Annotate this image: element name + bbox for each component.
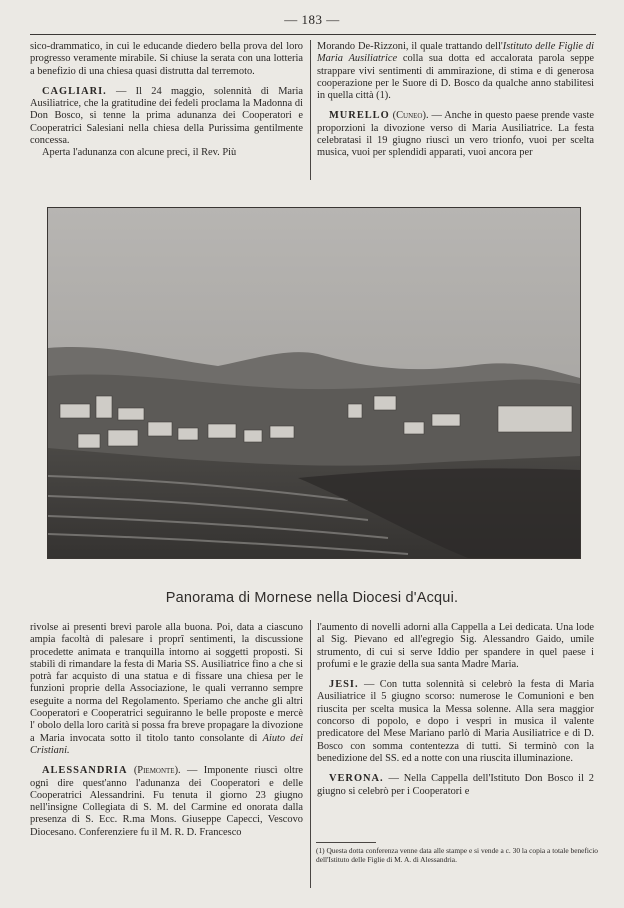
place-cagliari: CAGLIARI.: [42, 85, 107, 97]
paragraph-verona: VERONA. — Nella Cappella dell'Istituto Don Bosco il 2 giugno si celebrò per i Cooperatori e: [317, 773, 594, 797]
place-verona: VERONA.: [329, 773, 384, 785]
paragraph-morando: Morando De-Rizzoni, il quale trattando dell'Istituto delle Figlie di Maria Ausiliatrice colla sua dotta ed accalorata parola seppe strappare vivi sentimenti di ammirazione, di stima e di generosa cooperazione per le Suore di D. Bosco da qualche anno stabilitesi in quella città (1).: [317, 41, 595, 102]
header-rule: [30, 34, 596, 35]
column-divider-bottom: [310, 620, 311, 888]
place-murello: MURELLO: [329, 110, 390, 122]
column-divider: [310, 40, 311, 180]
page-number: — 183 —: [284, 12, 340, 27]
paragraph-adunanza: Aperta l'adunanza con alcune preci, il Rev. Più: [42, 147, 237, 159]
place-alessandria: ALESSANDRIA: [42, 765, 128, 777]
paragraph-cagliari: CAGLIARI. — Il 24 maggio, solennità di Maria Ausiliatrice, che la gratitudine dei fedeli proclama la Madonna di Don Bosco, si tenne la prima adunanza dei Cooperatori e Cooperatrici Salesiani nella chiesa della Purissima gentilmente concessa.: [30, 85, 303, 147]
column-top-right: [317, 41, 594, 160]
paragraph-continued: sico-drammatico, in cui le educande diedero bella prova del loro progresso veramente mirabile. Si chiuse la serata con una lotteria a benefizio di una chiesa quasi distrutta dal terremoto.: [30, 41, 303, 77]
column-bottom-left: [30, 622, 303, 839]
footnote: (1) Questa dotta conferenza venne data alle stampe e si vende a c. 30 la copia a totale beneficio dell'Istituto delle Figlie di M. A. di Alessandria.: [316, 846, 598, 864]
footnote-rule: [316, 842, 376, 843]
place-jesi: JESI.: [329, 679, 359, 691]
paragraph-alessandria: ALESSANDRIA (Piemonte). — Imponente riuscì oltre ogni dire quest'anno l'adunanza dei Cooperatori e delle Cooperatrici Alessandrini. Fu tenuta il giorno 23 giugno nell'insigne Collegiata di S. M. del Carmine ed onorata dalla presenza di S. Ecc. R.ma Mons. Giuseppe Capecci, Vescovo Diocesano. Conferenziere fu il M. R. D. Francesco: [30, 765, 304, 838]
paragraph-murello: MURELLO (Cuneo). — Anche in questo paese prende vaste proporzioni la divozione verso di Maria Ausiliatrice. La festa celebratasi il 19 giugno riuscì un vero trionfo, vuoi per scelta musica, vuoi per splendidi apparati, vuoi ancora per: [317, 110, 594, 159]
column-bottom-right: [317, 622, 594, 798]
photo-panorama-mornese: [47, 207, 581, 559]
column-top-left: [30, 41, 303, 160]
paragraph-murello-continued: l'aumento di novelli adorni alla Cappella a Lei dedicata. Una lode al Sig. Pievano ed all'egregio Sig. Alessandro Gaido, umile strumento, di cui si serve Iddio per spandere in quel paese i profumi e le grazie della sua santa Madre Maria.: [317, 622, 594, 670]
photo-caption: Panorama di Mornese nella Diocesi d'Acqui.: [165, 590, 459, 606]
paragraph-jesi: JESI. — Con tutta solennità si celebrò la festa di Maria Ausiliatrice il 5 giugno scorso: numerose le Comunioni e ben riuscita per scelta musica la Messa solenne. Alla sera maggior concorso di popolo, e dopo i vespri in musica il valente predicatore del Mese Mariano parlò di Maria Ausiliatrice e di D. Bosco con somma contentezza di tutti. Si terminò con la benedizione del SS. ed a notte con una riuscita illuminazione.: [317, 679, 594, 764]
panorama-illustration: [48, 208, 580, 558]
paragraph-adunanza-continued: rivolse ai presenti brevi parole alla buona. Poi, data a ciascuno ampia facoltà di palesare i proprî sentimenti, la discussione procedette animata e tranquilla intorno ai soggetti proposti. Si stabilì di rimandare la festa di Maria SS. Ausiliatrice fino a che si potrà far acquisto di una statua e di fissare una chiesa per le funzioni proprie della Associazione, le quali verranno sempre eseguite a norma del Regolamento. Speriamo che anche gli altri Cooperatori e Cooperatrici seguiranno le belle proposte e mercè l' obolo della loro carità si possa fra breve propagare la divozione a Maria invocata sotto il titolo tanto consolante di Aiuto dei Cristiani.: [30, 622, 303, 756]
